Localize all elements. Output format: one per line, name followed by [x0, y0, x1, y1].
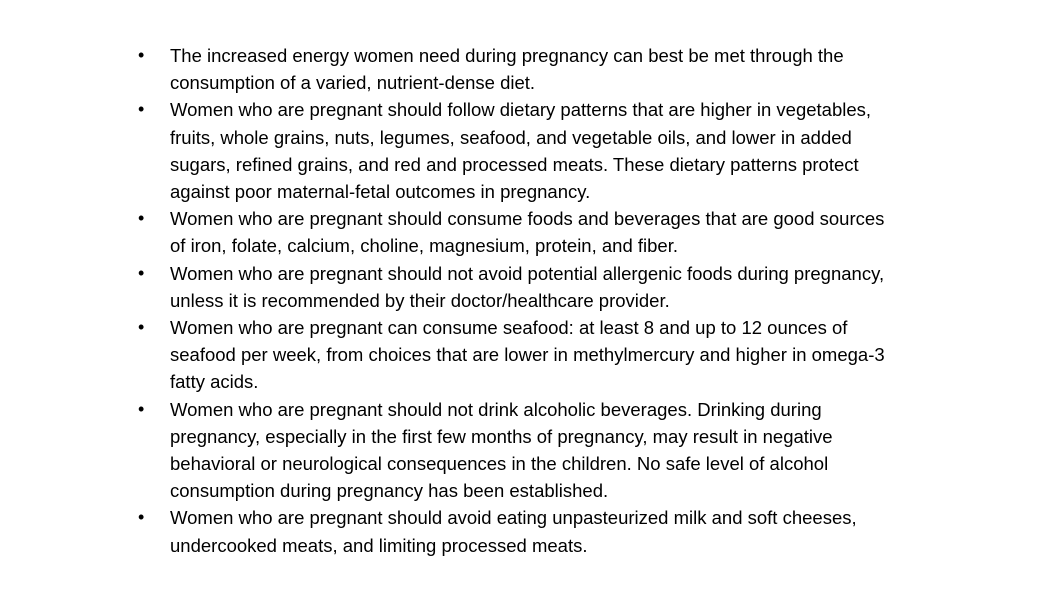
bullet-icon: •	[138, 99, 145, 120]
list-item-text: Women who are pregnant can consume seafood: at least 8 and up to 12 ounces of seafood per week, from choices that are lower in methylmercury and higher in omega-3 fatty acids.	[170, 317, 885, 393]
list-item	[0, 205, 900, 259]
list-item	[0, 260, 900, 314]
list-item-text: Women who are pregnant should consume foods and beverages that are good sources of iron, folate, calcium, choline, magnesium, protein, and fiber.	[170, 208, 885, 257]
list-item	[0, 396, 900, 505]
bullet-icon: •	[138, 45, 145, 65]
list-item-text: Women who are pregnant should not avoid potential allergenic foods during pregnancy, unless it is recommended by their doctor/healthcare provider.	[170, 262, 885, 311]
bullet-icon: •	[138, 507, 145, 528]
list-item	[0, 96, 900, 205]
bullet-icon: •	[138, 317, 145, 338]
list-item	[0, 314, 900, 396]
list-item-text: Women who are pregnant should avoid eating unpasteurized milk and soft cheeses, undercooked meats, and limiting processed meats.	[170, 507, 857, 556]
list-item-text: Women who are pregnant should follow dietary patterns that are higher in vegetables, fruits, whole grains, nuts, legumes, seafood, and vegetable oils, and lower in added sugars, refined grains, and red and processed meats. These dietary patterns protect against poor maternal-fetal outcomes in pregnancy.	[170, 99, 872, 203]
bullet-list	[0, 42, 1043, 559]
list-item-text: The increased energy women need during pregnancy can best be met through the consumption of a varied, nutrient-dense diet.	[170, 45, 844, 94]
bullet-icon: •	[138, 208, 145, 229]
bullet-icon: •	[138, 262, 145, 283]
list-item-text: Women who are pregnant should not drink alcoholic beverages. Drinking during pregnancy, especially in the first few months of pregnancy, may result in negative behavioral or neurological consequences in the children. No safe level of alcohol consumption during pregnancy has been established.	[170, 398, 833, 502]
list-item	[0, 42, 900, 96]
bullet-icon: •	[138, 398, 145, 419]
list-item	[0, 504, 900, 558]
document-page	[0, 42, 1043, 559]
